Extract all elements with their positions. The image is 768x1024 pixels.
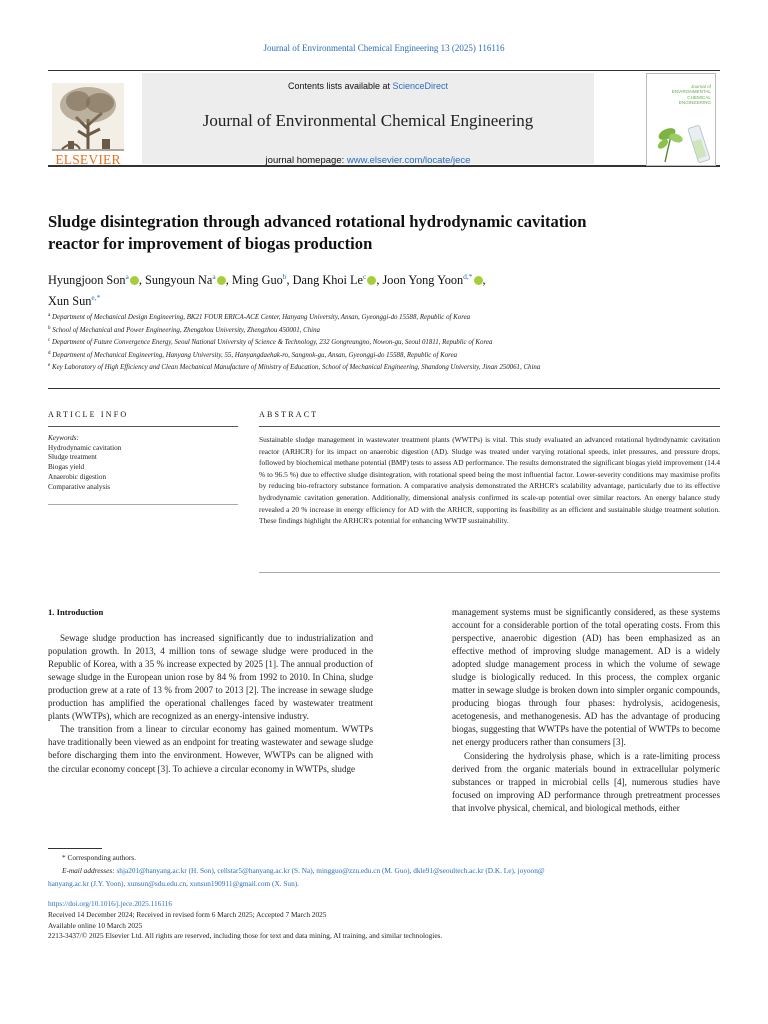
header-divider <box>48 388 720 389</box>
affiliation-text: Department of Mechanical Design Engineering, BK21 FOUR ERICA-ACE Center, Hanyang University, Ansan, Gyeonggi-do 15588, Republic of Korea <box>51 314 471 321</box>
keyword-item: Hydrodynamic cavitation <box>48 443 122 452</box>
homepage-line <box>142 155 594 166</box>
author-name[interactable]: Dang Khoi Le <box>292 273 364 287</box>
author-name[interactable]: Hyungjoon Son <box>48 273 126 287</box>
orcid-icon[interactable] <box>367 276 376 285</box>
body-paragraph: Sewage sludge production has increased significantly due to industrialization and population growth. In 2013, 4 million tons of sewage sludge were produced in the Republic of Korea, with a 35 % increase expected by 2025 [1]. The annual production of sewage sludge in the European union rose by 84 % from 1992 to 2010. In China, sludge production grew at a rate of 13 % from 2007 to 2013 [2]. The increase in sewage sludge production has amplified the operational challenges faced by wastewater treatment plants (WWTPs), which are recognized as an energy-intensive industry. <box>48 633 373 722</box>
body-column-right <box>452 606 720 815</box>
article-title: Sludge disintegration through advanced rotational hydrodynamic cavitation reactor for improvement of biogas production <box>48 212 587 253</box>
cover-line: CHEMICAL <box>687 94 711 100</box>
journal-homepage-link[interactable]: www.elsevier.com/locate/jece <box>346 155 471 166</box>
author-affiliation-mark[interactable]: b <box>282 272 287 281</box>
email-line-continued <box>48 878 720 891</box>
homepage-prefix: journal homepage: <box>265 155 347 166</box>
author-name[interactable]: Ming Guo <box>231 273 283 287</box>
keywords-block <box>48 434 238 492</box>
article-info-heading: ARTICLE INFO <box>48 410 129 419</box>
affiliation-text: Key Laboratory of High Efficiency and Clean Mechanical Manufacture of Ministry of Education, School of Mechanical Engineering, Shandong University, Jinan 250061, China <box>51 364 541 371</box>
affiliation-item <box>48 311 678 324</box>
available-online: Available online 10 March 2025 <box>48 920 143 930</box>
contents-prefix: Contents lists available at <box>287 81 393 91</box>
abstract-text: Sustainable sludge management in wastewater treatment plants (WWTPs) is vital. This study evaluated an advanced rotational hydrodynamic cavitation reactor (ARHCR) for its impact on anaerobic digestion (AD). Sludge was treated under varying rotational speeds, inlet pressures, and pressure drops, followed by biochemical methane potential (BMP) tests to assess AD performance. The results demonstrated the significant biogas yield improvement (14.4 % to 96.5 %) due to effective sludge disintegration, with rotational speed being the most influential factor. Lower-severity conditions may maximise profits by reducing bio-refractory substance formation. A comparative analysis demonstrated the ARHCR's scalability advantage, particularly due to its effective hydrodynamic cavitation generation. Additionally, dimensional analysis confirmed its scale-up potential over similar reactors. An energy balance study revealed a 20 % increase in energy efficiency for AD with the ARHCR, supporting its feasibility as an efficient and sustainable sludge treatment solution. These findings highlight the ARHCR's potential for enhancing WWTP sustainability. <box>259 435 720 526</box>
email-line <box>48 865 720 878</box>
email-label: E-mail addresses: <box>62 865 115 875</box>
author-list: Hyungjoon Son$^a$ , Sungyoun Na$^a$ , Ming Guo$^b$, Dang Khoi Le$^c$ , Joon Yong Yoon$^{d,*}$ , Xun Sun$^{e,*}$ <box>48 272 486 308</box>
publication-info <box>48 899 720 942</box>
footnote-divider <box>48 848 102 849</box>
cover-plant-image <box>647 74 716 166</box>
body-paragraph: The transition from a linear to circular economy has gained momentum. WWTPs have traditionally been viewed as an endpoint for treating wastewater and sewage sludge before discharging them into the environment. However, WWTPs can be aligned with the circular economy concept [3]. To achieve a circular economy in WWTPs, sludge <box>48 724 373 774</box>
orcid-icon[interactable] <box>130 276 139 285</box>
article-info-divider <box>48 426 238 427</box>
author-name[interactable]: Xun Sun <box>48 294 92 308</box>
keywords-label: Keywords: <box>48 434 79 442</box>
author-affiliation-mark[interactable]: a <box>212 272 216 281</box>
abstract-bottom-divider <box>259 572 720 573</box>
affiliation-mark: a <box>48 313 51 318</box>
publisher-wordmark: ELSEVIER <box>55 152 121 167</box>
orcid-icon[interactable] <box>474 276 483 285</box>
affiliation-text: School of Mechanical and Power Engineering, Zhengzhou University, Zhengzhou 450001, China <box>52 326 320 334</box>
keyword-item: Biogas yield <box>48 463 85 472</box>
orcid-icon[interactable] <box>217 276 226 285</box>
journal-title: Journal of Environmental Chemical Engineering <box>202 111 534 130</box>
abstract-divider <box>259 426 720 427</box>
journal-masthead <box>48 70 720 167</box>
affiliation-mark: b <box>48 325 51 331</box>
masthead-title-block <box>142 73 594 164</box>
footnotes <box>48 852 720 890</box>
affiliation-mark: d <box>48 350 51 356</box>
affiliation-item <box>48 324 678 337</box>
author-name[interactable]: Sungyoun Na <box>145 273 213 287</box>
corresponding-note: * Corresponding authors. <box>62 853 136 862</box>
running-head[interactable]: Journal of Environmental Chemical Engineering 13 (2025) 116116 <box>263 43 505 53</box>
body-column-left <box>48 606 373 776</box>
doi-link[interactable]: https://doi.org/10.1016/j.jece.2025.116116 <box>48 899 172 908</box>
author-name[interactable]: Joon Yong Yoon <box>382 273 464 287</box>
keywords-divider <box>48 504 238 505</box>
author-affiliation-mark[interactable]: a <box>125 272 129 281</box>
copyright-line: 2213-3437/© 2025 Elsevier Ltd. All rights are reserved, including those for text and data mining, AI training, and similar technologies. <box>48 931 443 941</box>
cover-line: ENVIRONMENTAL <box>671 89 711 95</box>
affiliation-item <box>48 336 678 349</box>
author-affiliation-mark[interactable]: e,* <box>91 293 101 302</box>
contents-line <box>142 81 594 91</box>
journal-cover-thumbnail[interactable] <box>646 73 716 166</box>
affiliation-list <box>48 311 678 374</box>
body-paragraph: management systems must be significantly considered, as these systems account for a considerable portion of the total operating costs. From this perspective, anaerobic digestion (AD) has been emphasized as an effective method of improving sludge management. AD is a widely adopted sludge management process in which the volume of sewage sludge is biologically reduced. In this process, the complex organic matter in sewage sludge is broken down into simpler organic compounds, producing biogas through four phases: hydrolysis, acidogenesis, acetogenesis, and methanogenesis. AD has the advantage of producing biogas, suggesting that WWTPs have the potential of WWTPs to become net energy producers rather than consumers [3]. <box>452 607 720 748</box>
section-heading: 1. Introduction <box>48 607 104 617</box>
affiliation-item <box>48 349 678 362</box>
author-affiliation-mark[interactable]: c <box>363 272 367 281</box>
author-affiliation-mark[interactable]: d,* <box>463 272 473 281</box>
abstract-heading: ABSTRACT <box>259 410 319 419</box>
affiliation-mark: c <box>48 338 51 343</box>
keyword-item: Comparative analysis <box>48 482 111 491</box>
keyword-item: Anaerobic digestion <box>48 472 107 481</box>
cover-line: Journal of <box>690 84 711 89</box>
affiliation-item <box>48 361 678 374</box>
body-paragraph: Considering the hydrolysis phase, which is a rate-limiting process derived from the organic materials bound in extracellular polymeric substances or trapped in microbial cells [4], numerous studies have focused on improving AD performance through pretreatment processes that involve physical, chemical, and biological methods, either <box>452 750 720 813</box>
email-addresses[interactable]: hanyang.ac.kr (J.Y. Yoon), xunsun@sdu.edu.cn, xunsun190911@gmail.com (X. Sun). <box>48 878 299 888</box>
affiliation-text: Department of Mechanical Engineering, Hanyang University, 55, Hanyangdaehak-ro, Sangnok-gu, Ansan, Gyeonggi-do 15588, Republic of Korea <box>52 351 458 359</box>
keyword-item: Sludge treatment <box>48 453 97 462</box>
email-addresses[interactable]: shja201@hanyang.ac.kr (H. Son), cellstar5@hanyang.ac.kr (S. Na), mingguo@zzu.edu.cn (M. Guo), dkle91@seoultech.ac.kr (D.K. Le), joyoon@ <box>116 865 545 875</box>
cover-line: ENGINEERING <box>678 100 711 106</box>
affiliation-text: Department of Future Convergence Energy, Seoul National University of Science & Technology, 232 Gongreungno, Nowon-gu, Seoul 01811, Republic of Korea <box>51 339 493 346</box>
affiliation-mark: e <box>48 363 51 368</box>
received-dates: Received 14 December 2024; Received in revised form 6 March 2025; Accepted 7 March 2025 <box>48 909 327 919</box>
sciencedirect-link[interactable]: ScienceDirect <box>392 81 449 91</box>
